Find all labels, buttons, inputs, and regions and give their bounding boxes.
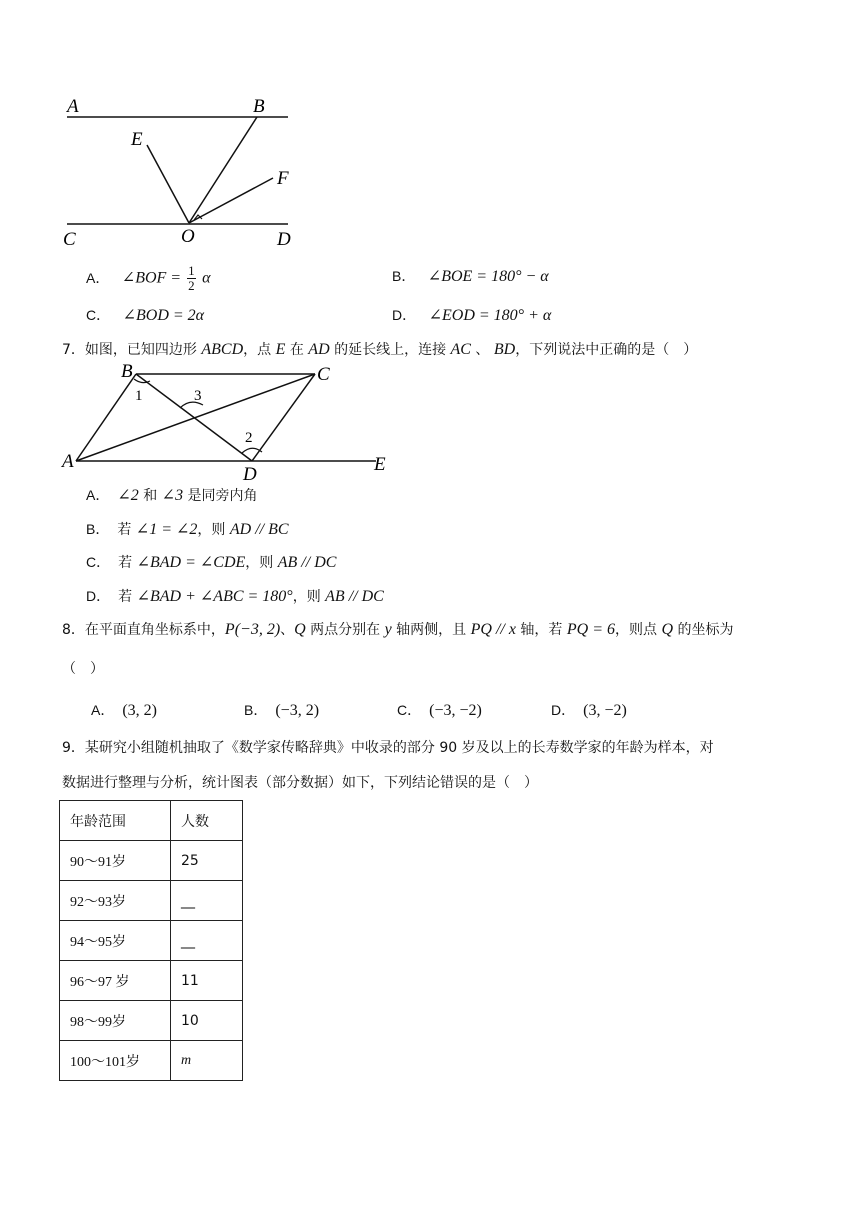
option-letter: C． <box>86 307 111 323</box>
q8-option-d[interactable]: D． (3, −2) <box>551 702 627 719</box>
q9-stem-line2: 数据进行整理与分析，统计图表（部分数据）如下，下列结论错误的是（ ） <box>62 775 538 791</box>
option-expr: ∠BOD = 2α <box>122 307 205 324</box>
option-letter: A． <box>86 269 110 286</box>
q8-stem-blank: （ ） <box>62 661 104 677</box>
header-age-range: 年龄范围 <box>60 801 171 841</box>
option-expr: ∠BOF = <box>121 269 186 287</box>
table-row: 96～97 岁 11 <box>60 961 243 1001</box>
label-angle-1: 1 <box>135 388 143 404</box>
label-d: D <box>277 229 291 250</box>
option-expr: ∠EOD = 180° + α <box>428 307 552 324</box>
q7-option-a[interactable]: A． ∠2 和 ∠3 是同旁内角 <box>86 487 258 504</box>
q7-option-c[interactable]: C． 若 ∠BAD = ∠CDE，则 AB // DC <box>86 554 337 571</box>
label-e: E <box>131 129 143 150</box>
option-letter: B． <box>392 268 416 284</box>
q9-stem-line1: 9．某研究小组随机抽取了《数学家传略辞典》中收录的部分 90 岁及以上的长寿数学家的年龄为样本，对 <box>62 740 714 756</box>
header-count: 人数 <box>171 801 243 841</box>
label-a: A <box>67 96 79 117</box>
q6-option-b[interactable] <box>392 266 549 287</box>
table-row: 94～95岁 __ <box>60 921 243 961</box>
option-expr-alpha: α <box>202 269 211 287</box>
q8-option-a[interactable]: A． (3, 2) <box>91 702 157 719</box>
table-row: 100～101岁 m <box>60 1041 243 1081</box>
label-b: B <box>121 362 133 382</box>
q6-option-c[interactable] <box>86 305 204 326</box>
q7-option-b[interactable]: B． 若 ∠1 = ∠2，则 AD // BC <box>86 521 289 538</box>
label-b: B <box>253 96 265 117</box>
table-row: 98～99岁 10 <box>60 1001 243 1041</box>
table-row: 90～91岁 25 <box>60 841 243 881</box>
ray-oe <box>147 145 189 223</box>
label-d: D <box>243 464 257 482</box>
label-o: O <box>181 226 195 247</box>
label-angle-2: 2 <box>245 430 253 446</box>
q8-option-c[interactable]: C． (−3, −2) <box>397 702 482 719</box>
q8-stem: 8．在平面直角坐标系中，P(−3, 2)、Q 两点分别在 y 轴两侧，且 PQ // x 轴，若 PQ = 6，则点 Q 的坐标为 <box>62 621 734 638</box>
label-e: E <box>374 454 386 475</box>
label-c: C <box>63 229 76 250</box>
label-a: A <box>62 451 74 472</box>
age-table <box>59 800 243 1081</box>
segment-ab <box>76 374 136 461</box>
segment-cd <box>252 374 315 461</box>
option-expr: ∠BOE = 180° − α <box>427 268 549 285</box>
figure-parallelogram <box>58 362 398 482</box>
angle-mark-1 <box>134 379 150 383</box>
ray-of <box>189 178 273 223</box>
label-f: F <box>277 168 289 189</box>
label-c: C <box>317 364 330 385</box>
label-angle-3: 3 <box>194 388 202 404</box>
q8-option-b[interactable]: B． (−3, 2) <box>244 702 320 719</box>
ray-ob <box>189 117 257 223</box>
figure-angle-diagram <box>55 90 305 250</box>
q7-option-d[interactable]: D． 若 ∠BAD + ∠ABC = 180°，则 AB // DC <box>86 588 384 605</box>
table-header-row <box>60 801 243 841</box>
q6-option-d[interactable] <box>392 305 551 326</box>
fraction-half: $\frac{1}{2}$ <box>188 263 195 293</box>
q6-option-a[interactable] <box>86 264 210 293</box>
table-row: 92～93岁 __ <box>60 881 243 921</box>
q7-stem: 7．如图，已知四边形 ABCD，点 E 在 AD 的延长线上，连接 AC 、 BD，下列说法中正确的是（ ） <box>62 341 698 358</box>
option-letter: D． <box>392 307 417 323</box>
